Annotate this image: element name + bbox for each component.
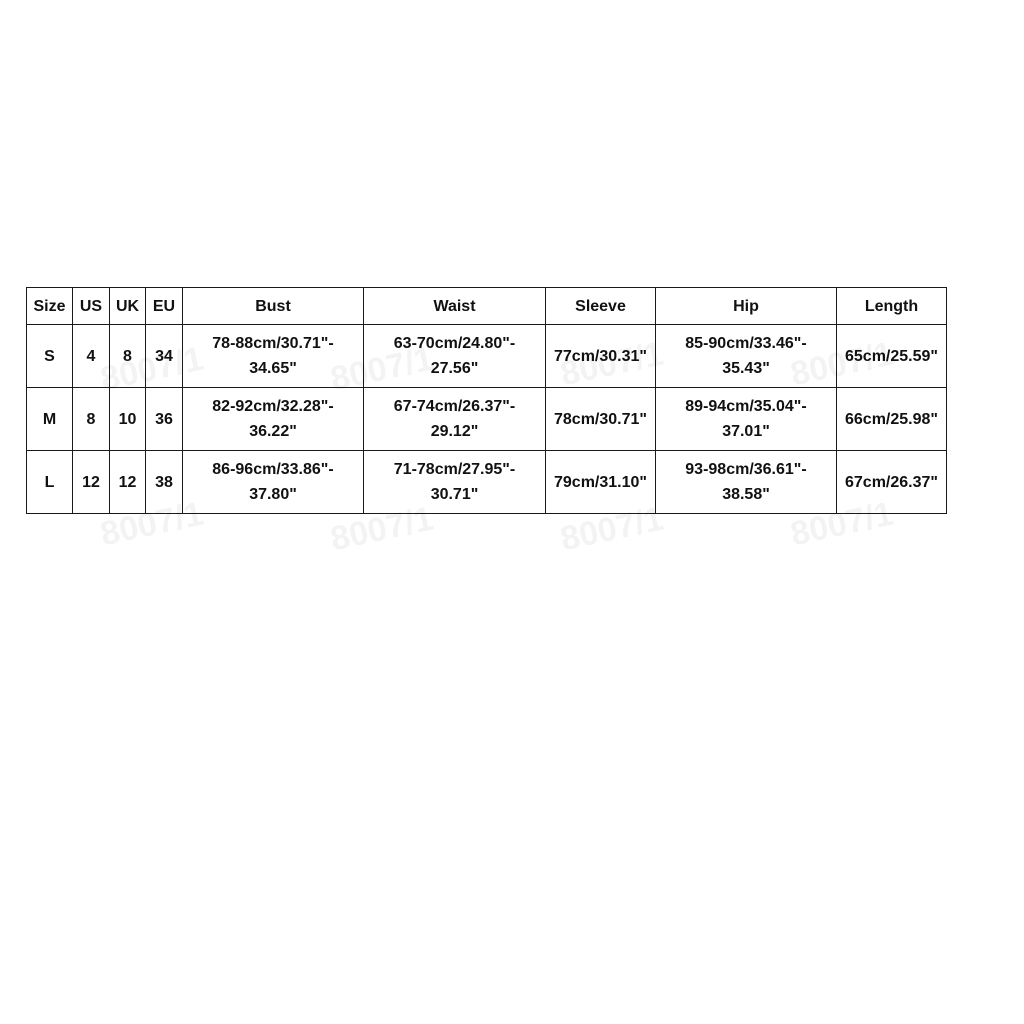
header-uk: UK xyxy=(110,288,146,325)
cell-bust: 82-92cm/32.28"- 36.22" xyxy=(183,388,364,451)
header-row xyxy=(27,288,947,325)
cell-uk: 10 xyxy=(110,388,146,451)
cell-waist: 63-70cm/24.80"- 27.56" xyxy=(364,325,546,388)
header-eu: EU xyxy=(146,288,183,325)
cell-us: 8 xyxy=(73,388,110,451)
cell-waist: 67-74cm/26.37"- 29.12" xyxy=(364,388,546,451)
cell-uk: 12 xyxy=(110,451,146,514)
size-chart-table xyxy=(26,287,947,514)
cell-hip: 89-94cm/35.04"- 37.01" xyxy=(656,388,837,451)
cell-eu: 38 xyxy=(146,451,183,514)
header-us: US xyxy=(73,288,110,325)
header-length: Length xyxy=(837,288,947,325)
cell-size: L xyxy=(27,451,73,514)
cell-sleeve: 78cm/30.71" xyxy=(546,388,656,451)
cell-size: S xyxy=(27,325,73,388)
cell-bust: 86-96cm/33.86"- 37.80" xyxy=(183,451,364,514)
header-sleeve: Sleeve xyxy=(546,288,656,325)
cell-sleeve: 79cm/31.10" xyxy=(546,451,656,514)
header-bust: Bust xyxy=(183,288,364,325)
cell-eu: 36 xyxy=(146,388,183,451)
cell-length: 67cm/26.37" xyxy=(837,451,947,514)
cell-us: 4 xyxy=(73,325,110,388)
cell-waist: 71-78cm/27.95"- 30.71" xyxy=(364,451,546,514)
header-waist: Waist xyxy=(364,288,546,325)
cell-us: 12 xyxy=(73,451,110,514)
cell-eu: 34 xyxy=(146,325,183,388)
table-row xyxy=(27,451,947,514)
cell-bust: 78-88cm/30.71"- 34.65" xyxy=(183,325,364,388)
cell-uk: 8 xyxy=(110,325,146,388)
cell-sleeve: 77cm/30.31" xyxy=(546,325,656,388)
cell-length: 66cm/25.98" xyxy=(837,388,947,451)
table-row xyxy=(27,388,947,451)
cell-hip: 85-90cm/33.46"- 35.43" xyxy=(656,325,837,388)
header-hip: Hip xyxy=(656,288,837,325)
table-row xyxy=(27,325,947,388)
header-size: Size xyxy=(27,288,73,325)
cell-size: M xyxy=(27,388,73,451)
cell-hip: 93-98cm/36.61"- 38.58" xyxy=(656,451,837,514)
cell-length: 65cm/25.59" xyxy=(837,325,947,388)
